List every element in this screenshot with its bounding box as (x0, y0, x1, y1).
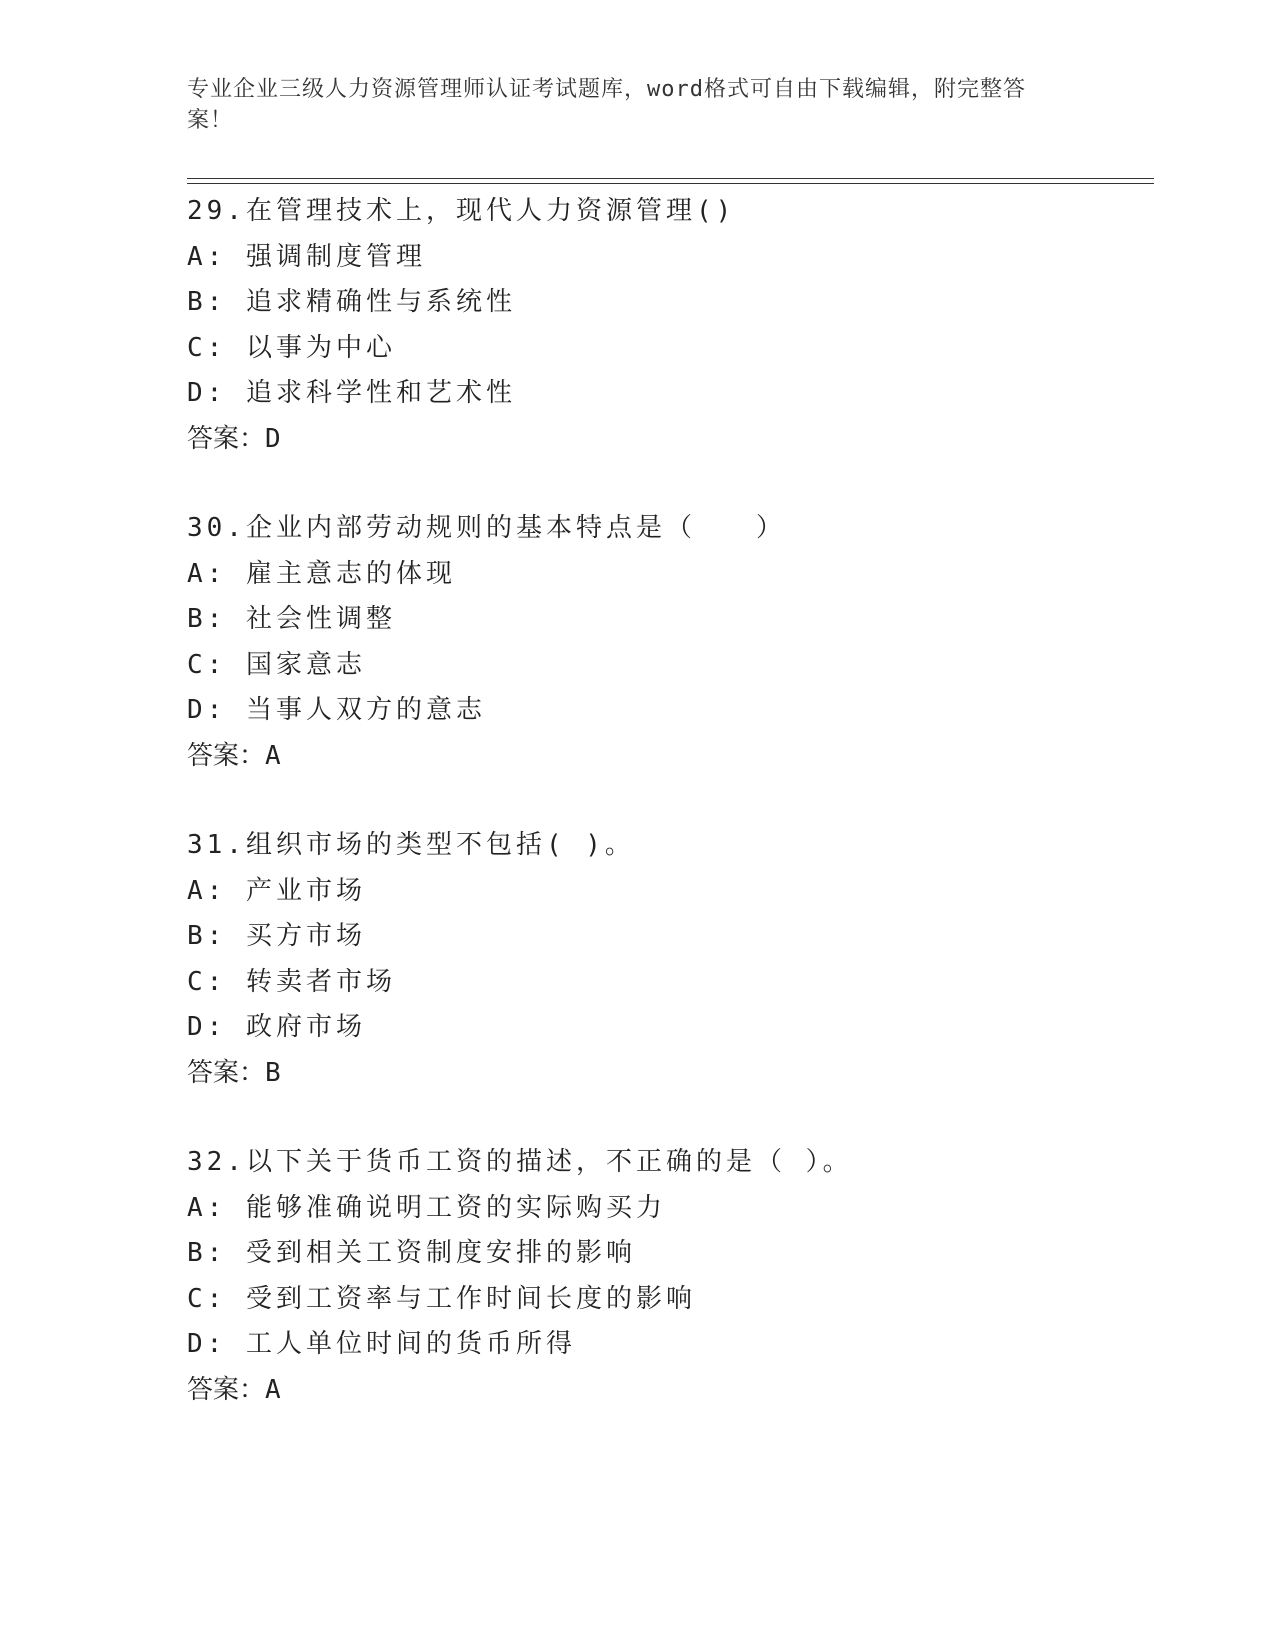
option-b: B: 社会性调整 (187, 604, 396, 634)
option-a: A: 强调制度管理 (187, 241, 426, 272)
answer-value: A (265, 1374, 281, 1405)
option-d: D: 政府市场 (187, 1012, 366, 1042)
option-c: C: 国家意志 (187, 649, 366, 680)
answer-label: 答案： (187, 1374, 266, 1405)
option-d: D: 工人单位时间的货币所得 (187, 1329, 576, 1359)
option-d: D: 当事人双方的意志 (187, 695, 486, 725)
question-32 (187, 1140, 1147, 1413)
question-stem: 30.企业内部劳动规则的基本特点是（ ） (187, 513, 786, 543)
answer-value: A (265, 740, 281, 771)
option-b: B: 买方市场 (187, 921, 366, 951)
option-c: C: 转卖者市场 (187, 966, 396, 997)
option-b: B: 受到相关工资制度安排的影响 (187, 1238, 636, 1268)
question-31 (187, 823, 1147, 1096)
question-stem: 32.以下关于货币工资的描述，不正确的是（ ）。 (187, 1147, 853, 1177)
answer-line (187, 1051, 1147, 1097)
question-30 (187, 506, 1147, 779)
answer-label: 答案： (187, 1057, 266, 1088)
question-list (187, 189, 1147, 1457)
document-header: 专业企业三级人力资源管理师认证考试题库，word格式可自由下载编辑，附完整答案！ (187, 77, 1026, 133)
answer-value: B (265, 1057, 281, 1088)
option-c: C: 受到工资率与工作时间长度的影响 (187, 1283, 696, 1314)
answer-label: 答案： (187, 740, 266, 771)
option-a: A: 雇主意志的体现 (187, 558, 456, 589)
option-a: A: 能够准确说明工资的实际购买力 (187, 1192, 666, 1223)
answer-line (187, 734, 1147, 780)
question-stem: 29.在管理技术上，现代人力资源管理() (187, 196, 736, 226)
header-divider (187, 178, 1154, 184)
question-29 (187, 189, 1147, 462)
question-stem: 31.组织市场的类型不包括( )。 (187, 830, 635, 860)
answer-line (187, 417, 1147, 463)
answer-line (187, 1368, 1147, 1414)
answer-value: D (265, 423, 281, 454)
answer-label: 答案： (187, 423, 266, 454)
option-a: A: 产业市场 (187, 875, 366, 906)
option-b: B: 追求精确性与系统性 (187, 287, 516, 317)
option-c: C: 以事为中心 (187, 332, 396, 363)
option-d: D: 追求科学性和艺术性 (187, 378, 516, 408)
